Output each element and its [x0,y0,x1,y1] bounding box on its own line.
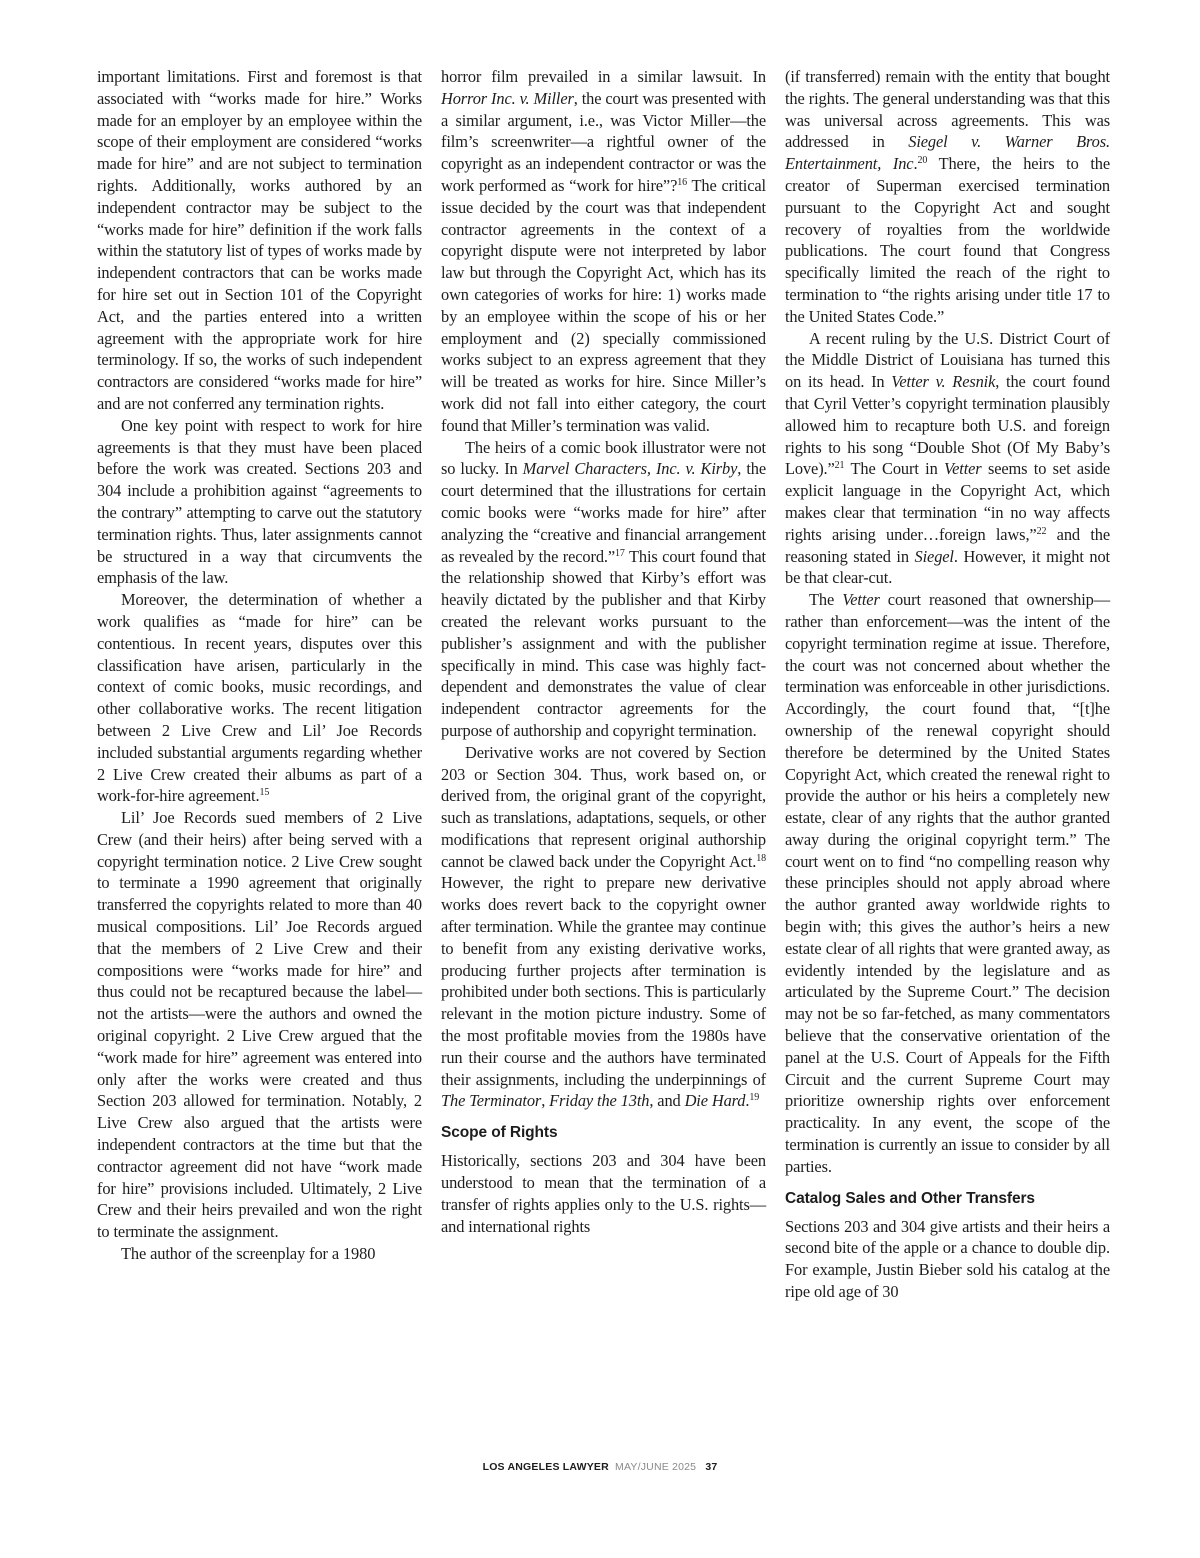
text-run: , and [649,1091,685,1111]
text-run: seems to set aside explicit language in the Copyright Act, which makes clear that termination “in no way affects rights arising under…foreign laws,” [785,459,1110,544]
text-run: , the court found that Cyril Vetter’s copyright termination plausibly allowed him to recapture both U.S. and foreign rights to his song “Double Shot (Of My Baby’s Love).” [785,372,1111,479]
section-heading [441,1122,766,1143]
case-name: Vetter v. Resnik [891,372,996,392]
text-run: horror film prevailed in a similar lawsuit. In [441,67,766,86]
footnote-ref: 20 [917,155,928,167]
case-name: Horror Inc. v. Miller [441,88,574,108]
paragraph [97,807,422,1243]
text-run: , [541,1091,550,1111]
issue-date: MAY/JUNE 2025 [615,1461,697,1473]
text-run: A recent ruling by the U.S. District Court of the Middle District of Louisiana has turned this on its head. In [785,328,1110,392]
text-run: and the reasoning stated in [785,524,1110,566]
text-run: Historically, sections 203 and 304 have been understood to mean that the termination of a transfer of rights applies only to the U.S. rights—and international rights [441,1151,766,1236]
paragraph [97,1243,422,1265]
article-columns [97,66,1110,1438]
paragraph [441,742,766,1113]
page-footer [0,1461,1200,1473]
publication-name: LOS ANGELES LAWYER [482,1461,609,1473]
paragraph [785,1216,1110,1303]
text-run: The heirs of a comic book illustrator were not so lucky. In [441,437,766,479]
case-name: Vetter [842,590,880,610]
footnote-ref: 15 [259,787,270,799]
column-2 [441,66,766,1438]
text-run: . However, it might not be that clear-cut. [785,546,1110,588]
paragraph [441,66,766,437]
case-name: Vetter [944,459,982,479]
text-run: , the court was presented with a similar argument, i.e., was Victor Miller—the film’s screenwriter—a rightful owner of the copyright as an independent contractor or was the work performed as “work for hire”? [441,88,766,195]
text-run: court reasoned that ownership—rather than enforcement—was the intent of the copyright termination regime at issue. Therefore, the court was not concerned about whether the termination was enforceable in other jurisdictions. Accordingly, the court found that, “[t]he ownership of the renewal copyright should therefore be determined by the United States Copyright Act, which created the renewal right to provide the author or his heirs a completely new estate, clear of any rights that the author granted away during the original copyright term.” The court went on to find “no compelling reason why these principles should not apply abroad where the author granted away worldwide rights to begin with; this gives the author’s heirs a new estate clear of all rights that were granted away, as evidently intended by the legislature and as articulated by the Supreme Court.” The decision may not be so far-fetched, as many commentators believe that the conservative orientation of the panel at the U.S. Court of Appeals for the Fifth Circuit and the current Supreme Court may prioritize ownership rights over enforcement practicality. In any event, the scope of the termination is currently an issue to consider by all parties. [785,590,1110,1176]
paragraph [441,1150,766,1237]
paragraph [785,589,1110,1178]
text-run: The critical issue decided by the court was that independent contractor agreements in the context of a copyright dispute were not interpreted by labor law but through the Copyright Act, which has its own categories of works for hire: 1) works made by an employee within the scope of his or her employment and (2) specially commissioned works subject to an express agreement that they will be treated as works for hire. Since Miller’s work did not fall into either category, the court found that Miller’s termination was valid. [441,175,766,435]
case-name: Marvel Characters, Inc. v. Kirby [522,459,738,479]
text-run: Derivative works are not covered by Section 203 or Section 304. Thus, work based on, or derived from, the original grant of the copyright, such as translations, adaptations, sequels, or other modifications that represent original authorship cannot be clawed back under the Copyright Act. [441,742,766,871]
text-run: Lil’ Joe Records sued members of 2 Live Crew (and their heirs) after being served with a copyright termination notice. 2 Live Crew sought to terminate a 1990 agreement that originally transferred the copyrights related to more than 40 musical compositions. Lil’ Joe Records argued that the members of 2 Live Crew and their compositions were “works made for hire” and thus could not be recaptured because the label—not the artists—were the authors and owned the original copyright. 2 Live Crew argued that the “work made for hire” agreement was entered into only after the works were created and thus Section 203 allowed for termination. Notably, 2 Live Crew also argued that the artists were independent contractors at the time but that the contractor agreement did not have “work made for hire” provisions included. Ultimately, 2 Live Crew and their heirs prevailed and won the right to terminate the assignment. [97,808,422,1242]
paragraph [97,589,422,807]
text-run: The [809,590,843,610]
footnote-ref: 16 [677,176,688,188]
text-run: . [745,1091,750,1111]
heading-text: Scope of Rights [441,1124,558,1142]
paragraph [97,66,422,415]
case-name: Die Hard [684,1091,746,1111]
paragraph [97,415,422,589]
text-run: (if transferred) remain with the entity that bought the rights. The general understanding was that this was universal across agreements. This was addressed in [785,67,1110,152]
text-run: One key point with respect to work for hire agreements is that they must have been placed before the work was created. Sections 203 and 304 include a prohibition against “agreements to the contrary” attempting to carve out the statutory termination rights. Thus, later assignments cannot be structured in a way that circumvents the emphasis of the law. [97,415,422,588]
paragraph [441,437,766,742]
case-name: Friday the 13th [549,1091,650,1111]
paragraph [785,328,1110,590]
text-run: However, the right to prepare new derivative works does revert back to the copyright owner after termination. While the grantee may continue to benefit from any existing derivative works, producing further projects after termination is prohibited under both sections. This is particularly relevant in the motion picture industry. Some of the most profitable movies from the 1980s have run their course and the authors have terminated their assignments, including the underpinnings of [441,873,766,1089]
text-run: The Court in [844,459,945,479]
text-run: Moreover, the determination of whether a work qualifies as “made for hire” can be contentious. In recent years, disputes over this classification have arisen, particularly in the context of comic books, music recordings, and other collaborative works. The recent litigation between 2 Live Crew and Lil’ Joe Records included substantial arguments regarding whether 2 Live Crew created their albums as part of a work-for-hire agreement. [97,590,422,806]
page-number: 37 [705,1461,718,1473]
text-run: Sections 203 and 304 give artists and their heirs a second bite of the apple or a chance to double dip. For example, Justin Bieber sold his catalog at the ripe old age of 30 [785,1216,1110,1302]
text-run: There, the heirs to the creator of Superman exercised termination pursuant to the Copyright Act and sought recovery of royalties from the worldwide publications. The court found that Congress specifically limited the reach of the right to termination to “the rights arising under title 17 to the United States Code.” [785,154,1110,326]
footnote-ref: 19 [749,1092,760,1104]
footnote-ref: 21 [834,460,845,472]
text-run: This court found that the relationship showed that Kirby’s effort was heavily dictated by the publisher and that Kirby created the relevant works pursuant to the publisher’s assignment and with the publisher specifically in mind. This case was highly fact-dependent and demonstrates the value of clear independent contractor agreements for the purpose of authorship and copyright termination. [441,546,766,740]
footnote-ref: 22 [1036,525,1047,537]
column-1 [97,66,422,1438]
heading-text: Catalog Sales and Other Transfers [785,1189,1035,1207]
text-run: The author of the screenplay for a 1980 [121,1244,376,1264]
text-run: important limitations. First and foremost is that associated with “works made for hire.” Works made for an employer by an employee within the scope of their employment are considered “works made for hire” and are not subject to termination rights. Additionally, works authored by an independent contractor may be subject to the “works made for hire” definition if the work falls within the statutory list of types of works made by independent contractors that can be works made for hire set out in Section 101 of the Copyright Act, and the parties entered into a written agreement with the appropriate work for hire terminology. If so, the works of such independent contractors are considered “works made for hire” and are not conferred any termination rights. [97,67,422,413]
paragraph [785,66,1110,328]
text-run: . [913,154,918,174]
footnote-ref: 18 [756,852,766,864]
case-name: Siegel v. Warner Bros. Entertainment, Inc [785,132,1110,174]
footnote-ref: 17 [615,547,625,559]
section-heading [785,1188,1110,1209]
case-name: Siegel [914,546,954,566]
case-name: The Terminator [441,1091,542,1111]
text-run: , the court determined that the illustrations for certain comic books were “works made for hire” after analyzing the “creative and financial arrangement as revealed by the record.” [441,459,766,566]
column-3 [785,66,1110,1438]
